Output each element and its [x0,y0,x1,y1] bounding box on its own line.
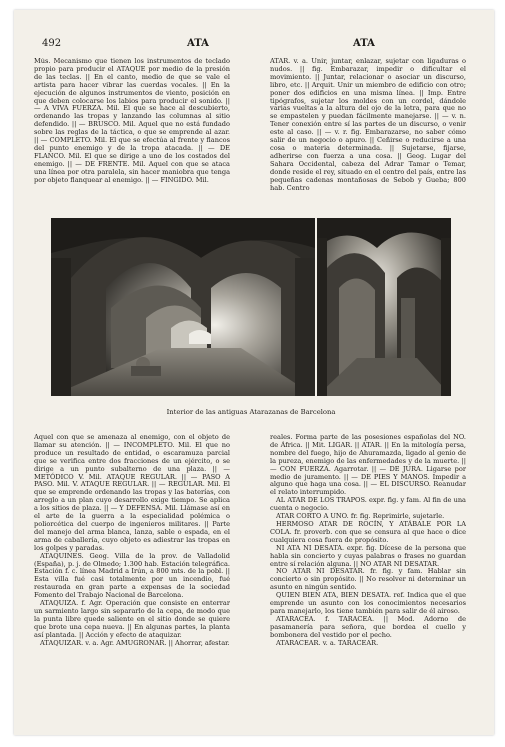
encyclopedia-page [14,10,494,735]
column-bottom-left [34,434,230,732]
paragraph: Aquel con que se amenaza al enemigo, con el objeto de llamar su atención. || — INCOMPLETO. Mil. El que no produce un resultado de entidad, o escaramuza parcial que se verifica entre dos fracciones de un ejército, o se dirige a un punto subalterno de una plaza. || — METÓDICO V. Mil. ATAQUE REGULAR. || — PASO A PASO. Mil. V. ATAQUE REGULAR. || — REGULAR. Mil. El que se emprende ordenando las tropas y las baterías, con arreglo a un plan cuyo desarrollo exige tiempo. Se aplica a los sitios de plaza. || — Y DEFENSA. Mil. Llámase así en el arte de la guerra a la especialidad polémica o poliorcética del cuerpo de ingenieros militares. || Parte del manejo del arma blanca, lanza, sable o espada, en el arma de caballería, cuyo objeto es adiestrar las tropas en los golpes y paradas. [34,434,230,552]
entry-hermoso-atar: HERMOSO ATAR DE ROCÍN, Y ATÁBALE POR LA COLA. fr. proverb. con que se censura al que hace o dice cualquiera cosa fuera de propósito. [270,519,466,544]
entry-ataquines: ATAQUINES. Geog. Villa de la prov. de Valladolid (España), p. j. de Olmedo; 1.300 hab. Estación telegráfica. Estación f. c. línea Madrid a Irún, a 800 mts. de la pobl. || Esta villa fué casi totalmente por un incendio, fué restaurada en gran parte a expensas de la sociedad Fomento del Trabajo Nacional de Barcelona. [34,551,230,600]
running-head-right: ATA [353,38,375,49]
entry-ni-ata: NI ATA NI DESATA. expr. fig. Dícese de la persona que habla sin concierto y cuyas palabras o frases no guardan entre sí relación alguna. || NO ATAR NI DESATAR. [270,543,466,568]
running-head-left: ATA [187,38,209,49]
column-top-right [270,58,466,224]
photo-atarazanas-arcade [51,218,315,396]
entry-ataquiza: ATAQUIZA. f. Agr. Operación que consiste en enterrar un sarmiento largo sin separarlo de la cepa, de modo que la punta libre quede saliente en el sitio donde se quiere que brote una cepa nueva. || En algunas partes, la planta así plantada. || Acción y efecto de ataquizar. [34,599,230,639]
photo-caption: Interior de las antiguas Atarazanas de Barcelona [166,408,336,416]
entry-quien-bien-ata: QUIEN BIEN ATA, BIEN DESATA. ref. Indica que el que emprende un asunto con los conocimientos necesarios para manejarlo, los tiene también para salir de él airoso. [270,591,466,615]
entry-no-atar: NO ATAR NI DESATAR. fr. fig. y fam. Hablar sin concierto o sin propósito. || No resolver ni determinar un asunto en ningún sentido. [270,567,466,592]
photo-atarazanas-nave [317,218,451,396]
entry-ataquizar: ATAQUIZAR. v. a. Agr. AMUGRONAR. || Ahorrar, afestar. [40,638,230,647]
entry-ataracear: ATARACEAR. v. a. TARACEAR. [276,638,379,647]
entry-ataracea: ATARACEA. f. TARACEA. || Mod. Adorno de pasamanería para señora, que bordea el cuello y bombonera del vestido por el pecho. [270,614,466,639]
entry-al-atar: AL ATAR DE LOS TRAPOS. expr. fig. y fam. Al fin de una cuenta o negocio. [270,496,466,513]
column-bottom-right [270,434,466,732]
entry-atar-corto: ATAR CORTO A UNO. fr. fig. Reprimirle, sujetarle. [276,512,445,521]
paragraph: Mús. Mecanismo que tienen los instrumentos de teclado propio para producir el ATAQUE por medio de la presión de las teclas. || En el canto, medio de que se vale el artista para hacer vibrar las cuerdas vocales. || En la ejecución de algunos instrumentos de viento, posición en que deben colocarse los labios para producir el sonido. || — A VIVA FUERZA. Mil. El que se hace al descubierto, ordenando las tropas y lanzando las columnas al sitio defendido. || — BRUSCO. Mil. Aquel que no está fundado sobre las reglas de la táctica, o que se emprende al azar. || — COMPLETO. Mil. El que se efectúa al frente y flancos del punto enemigo y de la tropa atacada. || — DE FLANCO. Mil. El que se dirige a uno de los costados del enemigo. || — DE FRENTE. Mil. Aquel con que se ataca una línea por otra paralela, sin hacer maniobra que tenga por objeto flanquear al enemigo. || — FINGIDO. Mil. [34,58,230,184]
entry-atar: ATAR. v. a. Unir, juntar, enlazar, sujetar con ligaduras o nudos. || fig. Embarazar, impedir o dificultar el movimiento. || Juntar, relacionar o asociar un discurso, libro, etc. || Arquit. Unir un miembro de edificio con otro; poner dos edificios en una misma línea. || Imp. Entre tipógrafos, sujetar los moldes con un cordel, dándole varias vueltas a la altura del ojo de la letra, para que no se empastelen y puedan fácilmente manejarse. || — v. n. Tener conexión entre sí las partes de un discurso, o venir este al caso. || — v. r. fig. Embarazarse, no saber cómo salir de un negocio o apuro. || Ceñirse o reducirse a una cosa o materia determinada. || Sujetarse, fijarse, adherirse con fuerza a una cosa. || Geog. Lugar del Sahara Occidental, cabeza del Adrar Tamar o Temar, donde reside el rey, situado en el centro del país, entre las pequeñas cadenas montañosas de Sebob y Gueba; 800 hab. Centro [270,58,466,192]
page-number: 492 [42,38,62,49]
paragraph: reales. Forma parte de las posesiones españolas del NO. de África. || Mit. LIGAR. || ATAR. || En la mitología persa, nombre del fuego, hijo de Ahuramazda, ligado al genio de la pureza, enemigo de las enfermedades y de la muerte. || — CON FUERZA. Agarrotar. || — DE JURA. Ligarse por medio de juramento. || — DE PIES Y MANOS. Impedir a alguno que haga una cosa. || — EL DISCURSO. Reanudar el relato interrumpido. [270,434,466,497]
